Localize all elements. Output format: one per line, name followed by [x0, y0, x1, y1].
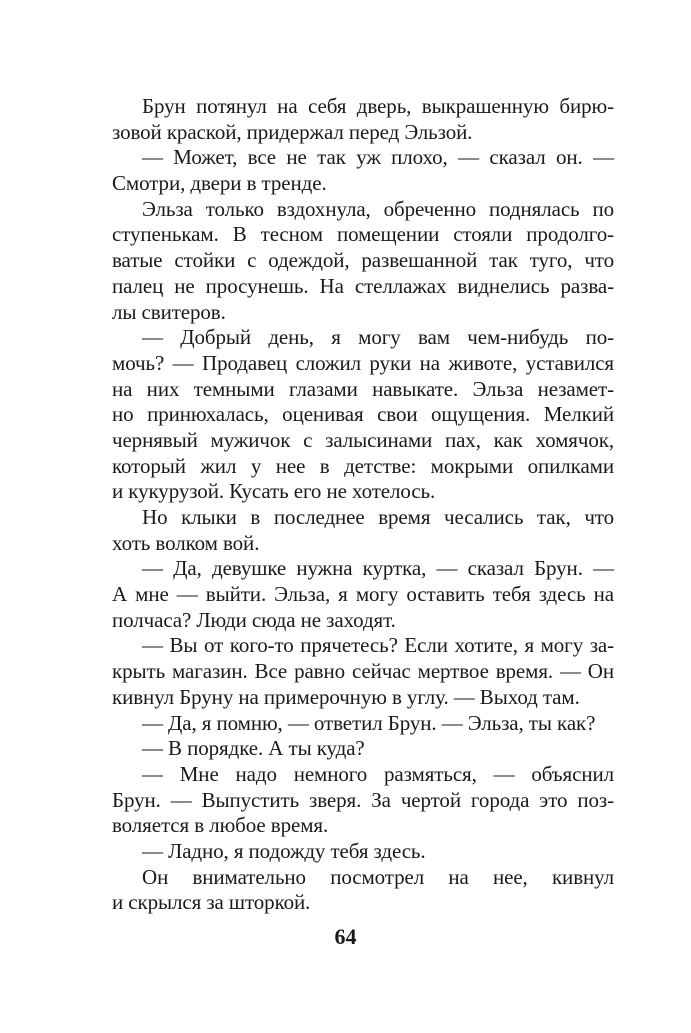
text-line: Но клыки в последнее время чесались так, что	[142, 505, 614, 529]
text-line: палец не просунешь. На стеллажах виднелись разва-	[112, 273, 614, 298]
text-line: ступенькам. В тесном помещении стояли продолго-	[112, 222, 614, 247]
text-line: — Да, я помню, — ответил Брун. — Эльза, ты как?	[142, 710, 596, 735]
text-line: — Ладно, я подожду тебя здесь.	[142, 838, 426, 863]
text-line: — Вы от кого-то прячетесь? Если хотите, я могу за-	[142, 633, 614, 658]
text-line: полчаса? Люди сюда не заходят.	[112, 607, 396, 632]
text-line: Смотри, двери в тренде.	[112, 171, 327, 196]
text-line: лы свитеров.	[112, 299, 226, 324]
text-line: мочь? — Продавец сложил руки на животе, уставился	[112, 350, 614, 375]
text-line: — Мне надо немного размяться, — объяснил	[142, 761, 614, 786]
text-line: но принюхалась, оценивая свои ощущения. Мелкий	[112, 402, 614, 427]
text-line: зовой краской, придержал перед Эльзой.	[112, 119, 473, 144]
text-line: Он внимательно посмотрел на нее, кивнул	[142, 864, 614, 889]
text-line: Брун. — Выпустить зверя. За чертой города это поз-	[112, 787, 614, 812]
text-line: крыть магазин. Все равно сейчас мертвое время. — Он	[112, 659, 614, 684]
text-line: Эльза только вздохнула, обреченно поднялась по	[142, 196, 614, 221]
text-line: — Может, все не так уж плохо, — сказал он. —	[142, 145, 614, 170]
text-line: Брун потянул на себя дверь, выкрашенную бирю-	[142, 94, 614, 118]
text-line: ватые стойки с одеждой, развешанной так туго, что	[112, 248, 614, 273]
text-line: хоть волком вой.	[112, 530, 260, 555]
text-line: — Добрый день, я могу вам чем-нибудь по-	[142, 325, 614, 350]
text-line: кивнул Бруну на примерочную в углу. — Выход там.	[112, 684, 580, 709]
text-line: который жил у нее в детстве: мокрыми опилками	[112, 453, 614, 478]
text-line: и скрылся за шторкой.	[112, 890, 311, 915]
page-number: 64	[334, 924, 357, 949]
text-line: А мне — выйти. Эльза, я могу оставить тебя здесь на	[112, 582, 614, 607]
text-line: воляется в любое время.	[112, 813, 329, 838]
text-line: чернявый мужичок с залысинами пах, как хомячок,	[112, 427, 614, 452]
page-body	[112, 94, 614, 916]
text-line: на них темными глазами навыкате. Эльза незамет-	[112, 376, 614, 401]
text-line: — Да, девушке нужна куртка, — сказал Брун. —	[142, 556, 614, 581]
text-line: и кукурузой. Кусать его не хотелось.	[112, 479, 436, 504]
text-line: — В порядке. А ты куда?	[142, 736, 365, 761]
